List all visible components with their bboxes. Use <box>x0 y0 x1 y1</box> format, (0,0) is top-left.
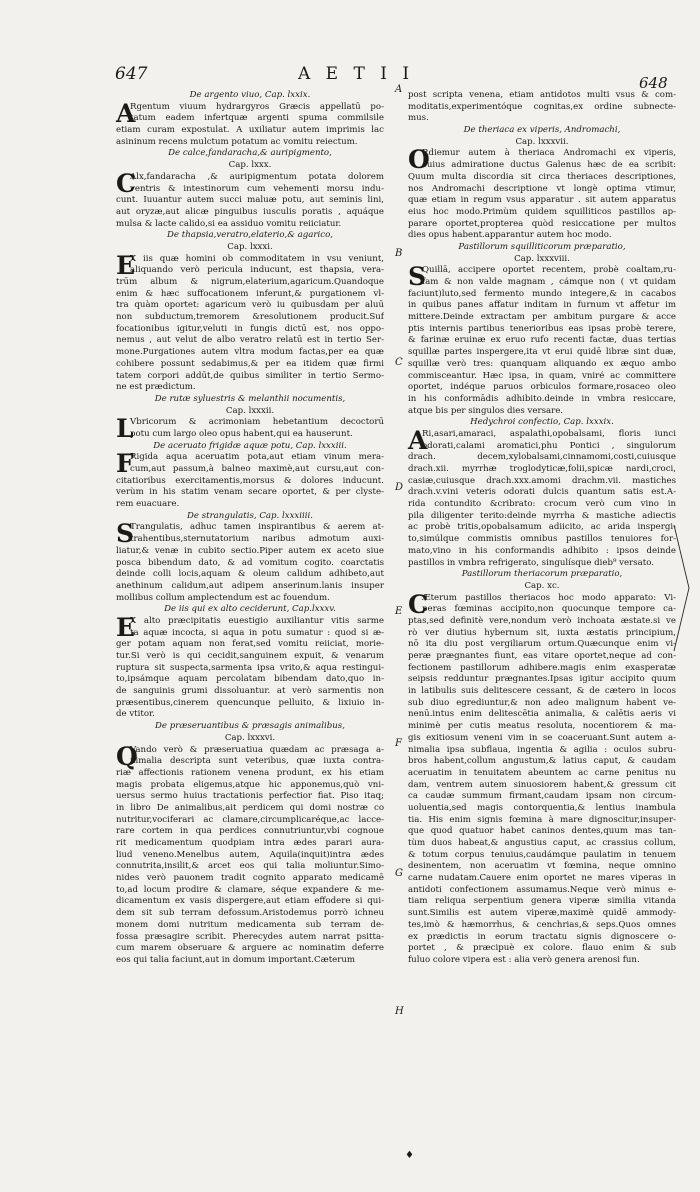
text-line: peræ prægnantes fiunt, eas vitare oportet,neque ad con- <box>408 651 676 661</box>
text-line: nimalia descripta sunt veteribus, quæ iuxta contra- <box>130 756 384 767</box>
text-line: posca bibendum dato, & ad vomitum cogito. coarctatis <box>116 557 384 568</box>
paragraph <box>116 741 384 967</box>
text-line: drach. decem,xylobalsami,cinnamomi,costi,cuiusque <box>408 452 676 463</box>
text-line: fuluo colore vipera est : alia verò genera arenosi fun. <box>408 954 640 965</box>
margin-letter: F <box>395 738 402 749</box>
chapter-heading: De præseruantibus & præsagis animalibus, <box>155 721 345 732</box>
text-line: cuius admiratione ductus Galenus hæc de ea scribit: <box>422 160 676 171</box>
text-line: atque bis per singulos dies versare. <box>408 405 564 416</box>
text-line: ne est prædictum. <box>116 382 196 393</box>
chapter-heading: Hedychroi confectio, Cap. lxxxix. <box>470 417 614 428</box>
paragraph <box>408 145 676 242</box>
chapter-heading: De aceruato frigidæ aquæ potu, Cap. lxxxiii. <box>153 440 347 451</box>
text-line: minimè per cutis meatus resoluta, nocentiorem & ma- <box>408 721 676 732</box>
chapter-heading: De calce,fandaracha,& auripigmento, <box>168 148 332 159</box>
chapter-heading: De iis qui ex alto ceciderunt, Cap.lxxxv. <box>164 604 336 615</box>
text-line: cohibere possunt sedabimus,& per ea itidem quæ firmi <box>116 358 384 369</box>
page-number-left: 647 <box>115 64 148 84</box>
text-line: ptis internis partibus tenerioribus eas ipsas probè terere, <box>408 323 676 334</box>
text-line: asininum recens mulctum potatum ac vomitu reiectum. <box>116 136 358 147</box>
text-line: tùm duos habeat,& angustius caput, ac crassius collum, <box>408 838 676 848</box>
paragraph <box>116 414 384 444</box>
text-line: eos qui talia faciunt,aut in domum important.Cæterum <box>116 954 356 965</box>
chapter-number: Cap. lxxxviii. <box>514 253 570 264</box>
text-line: fam & non valde magnam , cámque non ( vt quidam <box>422 277 676 287</box>
chapter-number: Cap. lxxxi. <box>227 241 273 252</box>
text-line: bros habent,collum angustum,& latius caput, & caudam <box>408 756 676 767</box>
text-line: que quod quatuor habet caninos dentes,quum mas tan- <box>408 826 676 837</box>
text-line: nides verò pauonem tradit cognito apparato medicamē <box>116 873 384 884</box>
text-line: verùm in his statim venam secare oportet, & per clyste- <box>116 487 384 498</box>
text-line: etiam curam expostulat. A uxiliatur autem imprimis lac <box>116 125 384 136</box>
margin-bracket <box>672 523 692 653</box>
text-line: ac probè tritis,opobalsamum adiicito, ac arida inspergi- <box>408 522 676 533</box>
paragraph <box>408 589 676 967</box>
text-line: ca caudæ summum firmant,caudam ipsam non circum- <box>408 791 676 802</box>
text-line: de sanguinis grumi dissoluantur. at verò sarmentis non <box>116 686 384 697</box>
text-line: oportet, indéque paruos orbiculos formare,rosaceo oleo <box>408 382 676 393</box>
paragraph <box>408 425 676 569</box>
chapter-number: Cap. lxxxii. <box>225 405 275 416</box>
chapter-number: Cap. lxxxvi. <box>224 732 276 743</box>
text-line: to,ipsámque aquam percolatam bibendam dato,quo in- <box>116 674 384 685</box>
text-line: ruptura sit suspecta,sarmenta ipsa vrito,& aqua restingui- <box>116 662 384 673</box>
text-line: squillæ partes inspergere,ita vt erui quidē libræ sint duæ, <box>408 347 676 358</box>
drop-cap: A <box>408 425 428 455</box>
text-line: nō ita diu post vergiliarum ortum.Quæcunque enim vi- <box>408 639 676 650</box>
text-line: fossa præsagire scribit. Pherecydes autem narrat psitta- <box>116 931 384 942</box>
text-line: to,ad locum prodire & clamare, séque expandere & me- <box>116 884 384 895</box>
text-line: uoluentia,sed magis contorquentia,& lentius inambula <box>408 802 676 813</box>
text-line: peras fœminas accipito,non quocunque tempore ca- <box>422 604 676 615</box>
text-line: dies opus habent.apparantur autem hoc modo. <box>408 230 612 241</box>
text-line: cum marem obseruare & arguere ac nominatim deferre <box>116 943 384 954</box>
paragraph <box>116 250 384 394</box>
text-line: aceruatim in tenuitatem abeuntem ac carne penitus nu <box>408 767 676 778</box>
text-line: liatur,& venæ in cubito sectio.Piper autem ex aceto siue <box>116 545 384 556</box>
text-line: aliquando verò pericula inducunt, est thapsia, vera- <box>130 265 384 276</box>
text-line: tra quàm oportet: agaricum verò iu quibusdam per aluū <box>116 300 384 311</box>
paragraph <box>116 168 384 230</box>
text-line: seipsis redduntur prægnantes.Ipsas igitur accipito quum <box>408 674 676 685</box>
drop-cap: S <box>116 519 135 549</box>
text-line: Rigida aqua aceruatim pota,aut etiam vinum mera- <box>130 452 384 463</box>
text-line: nenū.intus enim delitescētia animalia, & calētis aeris vi <box>408 709 676 720</box>
drop-cap: A <box>116 98 136 128</box>
chapter-heading: Pastillorum squilliticorum præparatio, <box>458 241 626 252</box>
text-line: tatem corpori addūt,de quibus similiter in tertio Sermo- <box>116 370 384 381</box>
text-line: sub diuo egrediuntur,& non adeo malignum habent ve- <box>408 697 676 708</box>
text-line: riæ affectionis rationem venena produnt, ex his etiam <box>116 767 384 778</box>
text-line: præsentibus,cinerem quencunque pelluito, & lixiuio in- <box>116 697 384 708</box>
text-line: rare cortem in qua perdices connutriuntur,vbi cognoue <box>116 826 384 837</box>
text-line: Trangulatis, adhuc tamen inspirantibus & aerem at- <box>130 522 384 533</box>
chapter-number: Cap. lxxx. <box>228 160 272 171</box>
text-line: trūm album & nigrum,elaterium,agaricum.Quandoque <box>116 277 384 287</box>
text-line: de vtitor. <box>116 709 155 720</box>
text-line: deinde colli locis,aquam & oleum calidum adhibeto,aut <box>116 569 384 580</box>
text-line: rida contundito &cribrato: crocum verò cum vino in <box>408 499 676 510</box>
margin-letter: D <box>395 482 404 493</box>
text-line: antidoti confectionem assumamus.Neque verò minus e- <box>408 884 676 895</box>
text-line: odorati,calami aromatici,phu Pontici , singulorum <box>422 440 676 451</box>
text-line: sunt.Similis est autem viperæ,maximè quidē ammody- <box>408 908 676 919</box>
margin-letter: B <box>395 248 403 259</box>
paragraph <box>116 612 384 721</box>
text-line: fectionem pastillorum adhibere.magis enim exasperatæ <box>408 662 676 673</box>
chapter-heading: De argento viuo, Cap. lxxix. <box>189 90 311 100</box>
text-line: cum,aut passum,à balneo maximè,aut cursu,aut con- <box>130 464 384 474</box>
text-line: connutrita,insilit,& arcet eos qui talia moliuntur.Simo- <box>116 861 384 872</box>
text-line: squillæ verò tres: quanquam aliquando ex æquo ambo <box>408 358 676 369</box>
page-header <box>0 64 700 92</box>
text-line: tes,imò & hæmorrhus, & cenchrias,& seps.Quos omnes <box>408 919 676 930</box>
text-line: uersus sermo huius tractationis perfectior fiat. Piso itaq; <box>116 791 384 802</box>
text-line: post scripta venena, etiam antidotos multi vsus & com- <box>408 90 676 100</box>
text-line: trahentibus,sternutatorium naribus admotum auxi- <box>130 534 384 545</box>
drop-cap: C <box>116 168 136 198</box>
text-line: parare oportet,propterea quòd resiccatione per multos <box>408 218 676 229</box>
text-line: focationibus igitur,veluti in fungis dictū est, nos oppo- <box>116 323 384 334</box>
text-line: drach.v.vini veteris odorati dulcis quantum satis est.A- <box>408 487 676 498</box>
text-line: aut oryzæ,aut alicæ pinguibus iusculis poratis , aquáque <box>116 206 384 217</box>
text-line: tatum eadem infertquæ argenti spuma commilsile <box>130 113 384 124</box>
text-line: ventris & intestinorum cum vehementi morsu indu- <box>130 183 384 194</box>
paragraph <box>116 98 384 149</box>
text-line: enim & hæc suffocationem inferunt,& purgationem vl- <box>116 288 384 299</box>
text-line: cunt. Iuuantur autem succi maluæ potu, aut seminis lini, <box>116 195 384 206</box>
text-line: in libro De animalibus,ait perdicem qui domi nostræ co <box>116 802 384 813</box>
text-line: faciunt)luto,sed fermento mundo integere,& in cacabos <box>408 288 676 299</box>
text-line: Æterum pastillos theriacos hoc modo apparato: Vi- <box>422 592 676 603</box>
drop-cap: Q <box>116 741 138 771</box>
drop-cap: O <box>408 145 430 175</box>
text-line: rò ver diutius hybernum sit, iuxta æstatis principium, <box>408 627 676 638</box>
drop-cap: L <box>116 414 134 444</box>
drop-cap: C <box>408 589 428 619</box>
text-line: carne nudatam.Cauere enim oportet ne mares viperas in <box>408 873 676 884</box>
text-line: in latibulis suis delitescere cessant, & de cætero in locos <box>408 686 676 697</box>
text-line: pastillos in vmbra refrigerato, singulísque dieb⁹ versato. <box>408 557 654 568</box>
text-line: in quibus panes affatur inditam in furnum vt affetur im <box>408 300 676 311</box>
text-line: tiam reliqua serpentium genera viperæ similia vitanda <box>408 896 676 907</box>
paragraph <box>116 519 384 604</box>
paragraph <box>116 449 384 510</box>
text-line: ptas,sed definitè vere,nondum verò inchoata æstate.si ve <box>408 615 676 626</box>
text-line: quæ etiam in regum vsus apparatur . sit autem apparatus <box>408 195 676 206</box>
text-line: mato,vino in his conformandis adhibito : ipsos deinde <box>408 545 676 556</box>
text-line: tia. His enim signis fœmina à mare dignoscitur,insuper- <box>408 814 676 825</box>
ornament-mark: ♦ <box>405 1150 414 1161</box>
text-line: nutritur,vociferari ac clamare,circumplicaréque,ac lacce- <box>116 814 384 825</box>
drop-cap: E <box>116 612 136 642</box>
margin-letter: E <box>395 606 403 617</box>
text-line: mittere.Deinde extractam per ambitum purgare & acce <box>408 312 676 323</box>
page-number-right: 648 <box>639 74 668 92</box>
text-line: to,simúlque commistis omnibus pastillos tenuiores for- <box>408 534 676 545</box>
text-line: Vando verò & præseruatiua quædam ac præsaga a- <box>130 744 384 755</box>
text-line: rem euacuare. <box>116 499 180 510</box>
text-line: eius hoc modo.Primùm quidem squilliticos pastillos ap- <box>408 206 676 217</box>
text-line: casiæ,cuiusque drach.xxx.amomi drachm.vii. mastiches <box>408 475 676 486</box>
drop-cap: E <box>116 250 136 280</box>
text-line: drach.xii. myrrhæ troglodyticæ,folii,spicæ nardi,croci, <box>408 464 676 474</box>
chapter-heading: De strangulatis, Cap. lxxxiiii. <box>187 510 313 521</box>
text-line: ex prædictis in eorum tractatu signis dignoscere o- <box>408 931 676 942</box>
text-line: nimalia ipsa subflaua, ingentia & agilia : oculos subru- <box>408 744 676 755</box>
text-line: mollibus collum amplectendum est ac fouendum. <box>116 592 330 603</box>
text-line: dicamentum ex vasis dispergere,aut etiam effodere si qui- <box>116 896 384 907</box>
chapter-heading: De thapsia,veratro,elaterio,& agarico, <box>167 230 333 241</box>
text-line: portet , & præcipuè ex colore. flauo enim & sub <box>408 943 676 954</box>
text-line: Vbricorum & acrimoniam hebetantium decoctorū <box>130 417 384 428</box>
paragraph <box>408 90 676 125</box>
text-line: non subductum,tremorem &resolutionem producit.Suf <box>116 312 384 323</box>
text-line: magis probata eligemus,atque hic apponemus,quò vni- <box>116 779 384 790</box>
text-line: in his conformādis adhibito.deinde in vmbra resiccare, <box>408 393 676 404</box>
text-line: ta aquæ incocta, si aqua in potu sumatur : quod si æ- <box>130 627 384 638</box>
chapter-heading: De theriaca ex viperis, Andromachi, <box>463 125 621 136</box>
text-line: Rdiemur autem à theriaca Andromachi ex viperis, <box>422 148 676 159</box>
chapter-number: Cap. xc. <box>524 580 560 591</box>
chapter-heading: Pastillorum theriacorum præparatio, <box>461 569 623 580</box>
margin-letter: A <box>395 84 403 95</box>
text-line: Quillā, accipere oportet recentem, probè coaltam,ru- <box>422 265 676 276</box>
text-line: X iis quæ homini ob commoditatem in vsu veniunt, <box>130 253 384 264</box>
drop-cap: S <box>408 262 427 292</box>
text-line: & farinæ eruinæ ex eruo rufo recenti factæ, duas tertias <box>408 335 676 346</box>
text-line: desinentem, non aceruatim vt fœmina, neque omnino <box>408 861 676 872</box>
text-line: commisceantur. Hæc ipsa, in quam, vniré ac committere <box>408 370 676 381</box>
text-line: pila diligenter terito:deinde myrrha & mastiche adiectis <box>408 510 676 521</box>
text-line: nemus , aut velut de albo veratro relatū est in tertio Ser- <box>116 335 384 346</box>
text-line: X alto præcipitatis euestigio auxiliantur vitis sarme <box>130 615 384 626</box>
chapter-heading: De rutæ syluestris & melanthii nocumentis, <box>154 393 346 404</box>
text-line: Ri,asari,amaraci, aspalathi,opobalsami, floris iunci <box>422 428 676 439</box>
left-column <box>116 90 384 967</box>
text-line: moditatis,experimentóque cognitas,ex ordine subnecte- <box>408 101 676 112</box>
text-line: Alx,fandaracha ,& auripigmentum potata dolorem <box>130 171 384 182</box>
text-line: Quum multa discordia sit circa theriaces descriptiones, <box>408 171 676 182</box>
text-line: & totum corpus tenuius,caudámque paulatim in tenuem <box>408 849 676 860</box>
margin-letter: G <box>395 868 403 879</box>
text-line: mus. <box>408 113 429 124</box>
text-line: gis exitiosum veneni vim in se coaceruant.Sunt autem a- <box>408 732 676 743</box>
text-line: ger potam aquam non ferat,sed vomitu reiiciat, morie- <box>116 639 384 650</box>
text-line: citatioribus exercitamentis,morsus & dolores inducunt. <box>116 475 384 486</box>
text-line: anethinum calidum,aut adipem anserinum.lanis insuper <box>116 580 384 591</box>
margin-letter: H <box>395 1006 404 1017</box>
text-line: dem sit sub terram defossum.Aristodemus porrò ichneu <box>116 908 384 919</box>
drop-cap: F <box>116 449 134 479</box>
text-line: tur.Si verò is qui cecidit,sanguinem expuit, & venarum <box>116 651 384 661</box>
chapter-number: Cap. lxxxvii. <box>515 136 569 147</box>
right-column <box>408 90 676 967</box>
text-line: liud veneno.Menelbus autem, Aquila(inquit)intra ædes <box>116 849 384 860</box>
text-line: monem domi nutritum medicamenta sub terram de- <box>116 919 384 930</box>
running-title: A E T I I <box>298 64 415 84</box>
text-line: mone.Purgationes autem vltra modum factas,per ea quæ <box>116 347 384 358</box>
text-line: potu cum largo oleo opus habent,qui ea hauserunt. <box>130 428 353 439</box>
text-line: mulsa & lacte calido,si ea assiduo vomitu reiiciatur. <box>116 218 342 229</box>
text-line: Rgentum viuum hydrargyros Græcis appellatū po- <box>130 101 384 112</box>
text-line: dam, ventrem autem sinuosiorem habent,& gressum cit <box>408 779 676 790</box>
text-line: nos Andromachi descriptione vt longè optima vtimur, <box>408 183 676 194</box>
text-line: rit medicamentum quodpiam intra ædes parari aura- <box>116 838 384 848</box>
paragraph <box>408 262 676 417</box>
margin-letter: C <box>395 357 403 368</box>
